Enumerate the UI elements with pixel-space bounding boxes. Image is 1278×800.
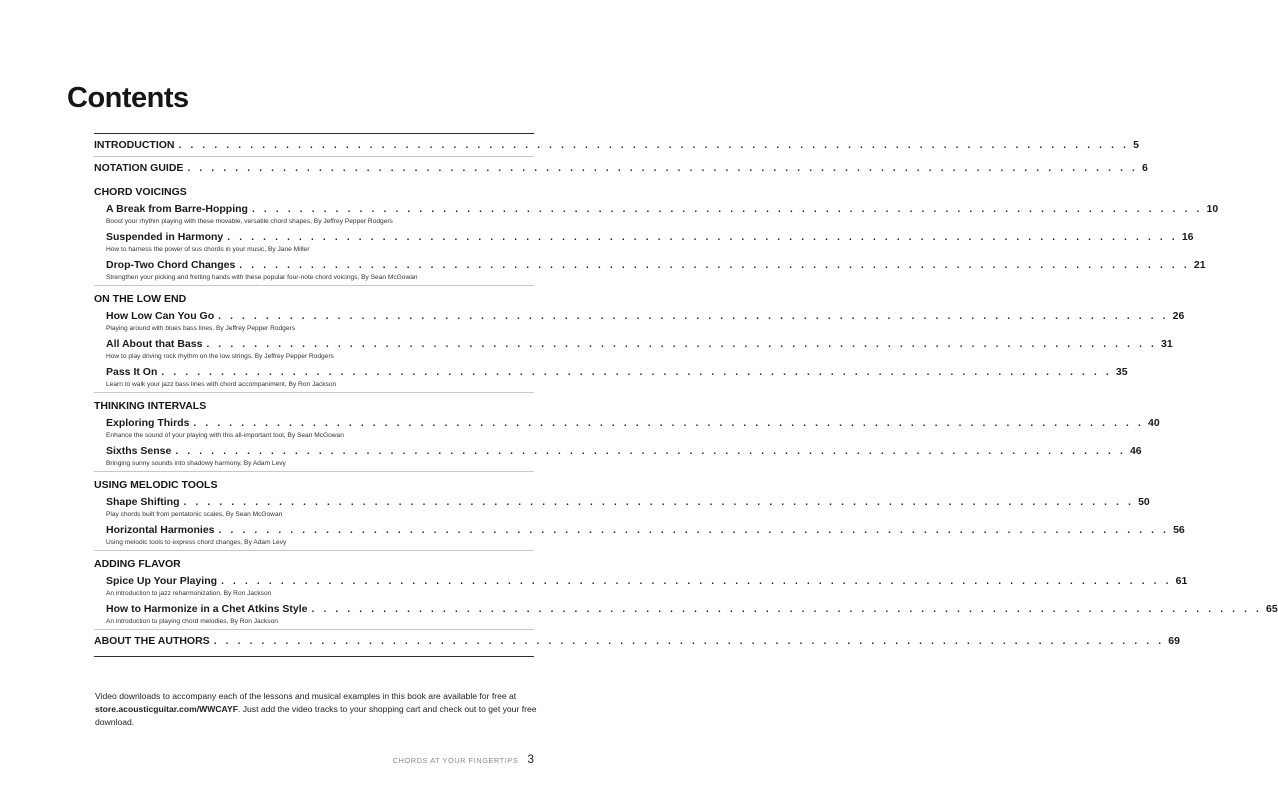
note-text-end: . Just add the video tracks to your shopping cart and check out to get your free download.	[95, 704, 537, 727]
toc-entry-page: 69	[1168, 635, 1180, 647]
toc-entry[interactable]	[94, 630, 1180, 652]
toc-front-entries	[94, 134, 1148, 179]
dot-leader: . . . . . . . . . . . . . . . . . . . . . . . . . . . . . . . . . . . . . . . . . . . . . . . . . . . . . . . . . . . . . . . . . . . . . . . . . . . . . . . .	[206, 339, 1158, 350]
toc-subentry[interactable]	[94, 201, 1219, 226]
toc-entry-label: NOTATION GUIDE	[94, 162, 184, 174]
section-heading: ON THE LOW END	[94, 293, 187, 305]
toc-subentry-label: Shape Shifting	[106, 496, 180, 508]
dot-leader: . . . . . . . . . . . . . . . . . . . . . . . . . . . . . . . . . . . . . . . . . . . . . . . . . . . . . . . . . . . . . . . . . . . . . . . . . . . . . . . .	[218, 311, 1169, 322]
toc-subentry-label: Suspended in Harmony	[106, 231, 224, 243]
toc-subentry-label: All About that Bass	[106, 338, 203, 350]
toc-subentry-page: 50	[1138, 496, 1150, 508]
dot-leader: . . . . . . . . . . . . . . . . . . . . . . . . . . . . . . . . . . . . . . . . . . . . . . . . . . . . . . . . . . . . . . . . . . . . . . . . . . . . . . . .	[193, 418, 1144, 429]
toc-subentry-description: Learn to walk your jazz bass lines with chord accompaniment, By Ron Jackson	[106, 381, 337, 388]
toc-subentry-label: Spice Up Your Playing	[106, 575, 218, 587]
toc-subentry-line	[106, 415, 1160, 432]
toc-subentry[interactable]	[94, 308, 1185, 333]
page-title: Contents	[67, 82, 189, 114]
toc-subentry-line	[106, 443, 1142, 460]
toc-subentry-page: 31	[1161, 338, 1173, 350]
toc-sections	[94, 183, 1278, 630]
toc-subentry[interactable]	[94, 229, 1194, 254]
toc-subentry-description: An introduction to playing chord melodies, By Ron Jackson	[106, 618, 278, 625]
toc-entry-label: ABOUT THE AUTHORS	[94, 635, 210, 647]
toc-subentry-line	[106, 229, 1194, 246]
section-heading: THINKING INTERVALS	[94, 400, 207, 412]
dot-leader: . . . . . . . . . . . . . . . . . . . . . . . . . . . . . . . . . . . . . . . . . . . . . . . . . . . . . . . . . . . . . . . . . . . . . . . . . . . . . . . .	[218, 525, 1170, 536]
toc-subentry-description: Play chords built from pentatonic scales, By Sean McGowan	[106, 511, 283, 518]
toc-subentry[interactable]	[94, 522, 1185, 547]
toc-subentry-page: 35	[1115, 366, 1128, 378]
toc-subentry-description: Strengthen your picking and fretting hands with these popular four-note chord voicings, By Sean McGowan	[106, 274, 418, 281]
toc-subentry[interactable]	[94, 364, 1128, 389]
toc-subentry-page: 56	[1173, 524, 1185, 536]
toc-subentry-label: Drop-Two Chord Changes	[106, 259, 236, 271]
toc-subentry-label: How to Harmonize in a Chet Atkins Style	[106, 603, 308, 615]
toc-subentry-line	[106, 201, 1219, 218]
toc-subentry-description: Playing around with blues bass lines, By Jeffrey Pepper Rodgers	[106, 325, 296, 332]
page-footer	[393, 752, 534, 766]
section-divider	[94, 392, 534, 393]
toc-subentry-page: 40	[1147, 417, 1160, 429]
toc-subentry-description: Boost your rhythm playing with these movable, versatile chord shapes, By Jeffrey Pepper Rodgers	[106, 218, 393, 225]
table-of-contents	[94, 133, 1278, 657]
toc-entry[interactable]	[94, 157, 1148, 179]
section-heading: CHORD VOICINGS	[94, 186, 187, 198]
toc-subentry-line	[106, 257, 1206, 274]
toc-subentry-label: Sixths Sense	[106, 445, 172, 457]
toc-subentry-label: Pass It On	[106, 366, 158, 378]
toc-subentry-description: How to play driving rock rhythm on the low strings, By Jeffrey Pepper Rodgers	[106, 353, 334, 360]
toc-entry-page: 6	[1142, 162, 1148, 174]
toc-subentry-page: 65	[1266, 603, 1278, 615]
toc-entry[interactable]	[94, 134, 1139, 157]
dot-leader: . . . . . . . . . . . . . . . . . . . . . . . . . . . . . . . . . . . . . . . . . . . . . . . . . . . . . . . . . . . . . . . . . . . . . . . . . . . . . . . .	[175, 446, 1126, 457]
toc-subentry-page: 46	[1129, 445, 1142, 457]
toc-subentry-line	[106, 494, 1150, 511]
toc-subentry-description: How to harness the power of sus chords in your music, By Jane Miller	[106, 246, 310, 253]
dot-leader: . . . . . . . . . . . . . . . . . . . . . . . . . . . . . . . . . . . . . . . . . . . . . . . . . . . . . . . . . . . . . . . . . . . . . . . . . . . . . . . .	[239, 260, 1190, 271]
toc-entry-page: 5	[1133, 139, 1139, 151]
toc-subentry-line	[106, 364, 1128, 381]
toc-back-entries	[94, 630, 1180, 652]
toc-subentry-description: An introduction to jazz reharmonization, By Ron Jackson	[106, 590, 272, 597]
toc-subentry-label: Horizontal Harmonies	[106, 524, 215, 536]
toc-subentry-line	[106, 601, 1278, 618]
toc-subentry-page: 21	[1193, 259, 1206, 271]
bottom-rule	[94, 656, 534, 657]
video-download-note	[95, 690, 545, 729]
dot-leader: . . . . . . . . . . . . . . . . . . . . . . . . . . . . . . . . . . . . . . . . . . . . . . . . . . . . . . . . . . . . . . . . . . . . . . . . . . . . . . . .	[161, 367, 1112, 378]
section-heading: ADDING FLAVOR	[94, 558, 181, 570]
store-link[interactable]: store.acousticguitar.com/WWCAYF	[95, 704, 238, 714]
section-heading: USING MELODIC TOOLS	[94, 479, 218, 491]
toc-section	[94, 290, 1185, 393]
dot-leader: . . . . . . . . . . . . . . . . . . . . . . . . . . . . . . . . . . . . . . . . . . . . . . . . . . . . . . . . . . . . . . . . . . . . . . . . . . . . . . . .	[187, 163, 1139, 174]
section-divider	[94, 285, 534, 286]
toc-subentry-line	[106, 336, 1173, 353]
toc-subentry-description: Bringing sunny sounds into shadowy harmony, By Adam Levy	[106, 460, 286, 467]
toc-subentry-page: 10	[1206, 203, 1219, 215]
toc-subentry[interactable]	[94, 415, 1160, 440]
toc-subentry-page: 16	[1181, 231, 1194, 243]
dot-leader: . . . . . . . . . . . . . . . . . . . . . . . . . . . . . . . . . . . . . . . . . . . . . . . . . . . . . . . . . . . . . . . . . . . . . . . . . . . . . . . .	[221, 576, 1172, 587]
toc-subentry-page: 61	[1175, 575, 1188, 587]
toc-subentry-label: How Low Can You Go	[106, 310, 215, 322]
toc-subentry-line	[106, 308, 1185, 325]
note-text-start: Video downloads to accompany each of the lessons and musical examples in this book are available for free at	[95, 691, 517, 701]
toc-subentry[interactable]	[94, 601, 1278, 626]
toc-subentry-description: Using melodic tools to express chord changes, By Adam Levy	[106, 539, 287, 546]
toc-subentry-line	[106, 522, 1185, 539]
section-divider	[94, 471, 534, 472]
toc-entry-label: INTRODUCTION	[94, 139, 175, 151]
toc-subentry-page: 26	[1172, 310, 1185, 322]
toc-subentry-label: A Break from Barre-Hopping	[106, 203, 248, 215]
toc-section	[94, 555, 1278, 630]
dot-leader: . . . . . . . . . . . . . . . . . . . . . . . . . . . . . . . . . . . . . . . . . . . . . . . . . . . . . . . . . . . . . . . . . . . . . . . . . . . . . . . .	[227, 232, 1178, 243]
toc-section	[94, 183, 1219, 286]
toc-subentry[interactable]	[94, 443, 1142, 468]
section-divider	[94, 550, 534, 551]
toc-subentry[interactable]	[94, 494, 1150, 519]
dot-leader: . . . . . . . . . . . . . . . . . . . . . . . . . . . . . . . . . . . . . . . . . . . . . . . . . . . . . . . . . . . . . . . . . . . . . . . . . . . . . . . .	[183, 497, 1135, 508]
toc-subentry[interactable]	[94, 336, 1173, 361]
footer-book-title: CHORDS AT YOUR FINGERTIPS	[392, 756, 519, 765]
dot-leader: . . . . . . . . . . . . . . . . . . . . . . . . . . . . . . . . . . . . . . . . . . . . . . . . . . . . . . . . . . . . . . . . . . . . . . . . . . . . . . . .	[213, 636, 1165, 647]
toc-subentry-label: Exploring Thirds	[106, 417, 190, 429]
toc-subentry[interactable]	[94, 257, 1206, 282]
dot-leader: . . . . . . . . . . . . . . . . . . . . . . . . . . . . . . . . . . . . . . . . . . . . . . . . . . . . . . . . . . . . . . . . . . . . . . . . . . . . . . . .	[251, 204, 1203, 215]
toc-subentry[interactable]	[94, 573, 1188, 598]
toc-subentry-line	[106, 573, 1188, 590]
dot-leader: . . . . . . . . . . . . . . . . . . . . . . . . . . . . . . . . . . . . . . . . . . . . . . . . . . . . . . . . . . . . . . . . . . . . . . . . . . . . . . . .	[311, 604, 1263, 615]
footer-page-number: 3	[527, 752, 534, 766]
toc-section	[94, 476, 1185, 551]
toc-subentry-description: Enhance the sound of your playing with this all-important tool, By Sean McGowan	[106, 432, 344, 439]
dot-leader: . . . . . . . . . . . . . . . . . . . . . . . . . . . . . . . . . . . . . . . . . . . . . . . . . . . . . . . . . . . . . . . . . . . . . . . . . . . . . . . .	[178, 140, 1130, 151]
toc-section	[94, 397, 1160, 472]
